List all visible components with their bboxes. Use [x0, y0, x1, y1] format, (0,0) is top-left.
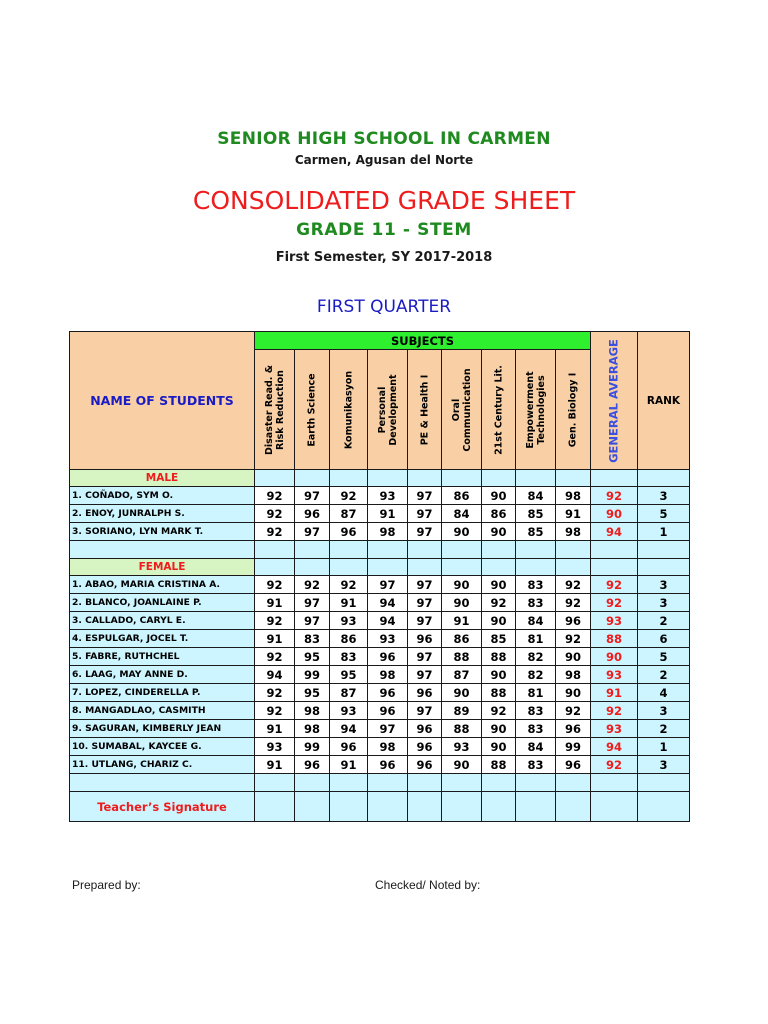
student-name: 7. LOPEZ, CINDERELLA P.: [70, 684, 255, 702]
grade-cell: 83: [516, 702, 556, 720]
empty-cell: [70, 541, 255, 559]
grade-cell: 94: [255, 666, 295, 684]
school-name: SENIOR HIGH SCHOOL IN CARMEN: [217, 129, 551, 149]
grade-cell: 88: [482, 684, 516, 702]
subject-label-line: PE & Health I: [419, 374, 430, 445]
student-name: 6. LAAG, MAY ANNE D.: [70, 666, 255, 684]
subject-label: [307, 373, 318, 446]
grade-cell: 92: [255, 576, 295, 594]
empty-cell: [442, 559, 482, 576]
grade-cell: 99: [295, 666, 330, 684]
signature-cell: [368, 792, 408, 822]
rank-cell: 3: [638, 594, 690, 612]
student-row: [70, 612, 690, 630]
student-row: [70, 738, 690, 756]
grade-cell: 88: [442, 648, 482, 666]
grade-cell: 97: [408, 505, 442, 523]
grade-cell: 96: [368, 648, 408, 666]
grade-cell: 92: [255, 684, 295, 702]
empty-cell: [442, 470, 482, 487]
empty-cell: [295, 541, 330, 559]
empty-cell: [516, 470, 556, 487]
semester: First Semester, SY 2017-2018: [275, 250, 493, 265]
empty-cell: [442, 774, 482, 792]
grade-cell: 99: [295, 738, 330, 756]
student-name: 1. ABAO, MARIA CRISTINA A.: [70, 576, 255, 594]
empty-cell: [482, 470, 516, 487]
grade-cell: 92: [556, 630, 591, 648]
grade-cell: 93: [368, 487, 408, 505]
grade-cell: 90: [482, 576, 516, 594]
grade-cell: 95: [295, 648, 330, 666]
grade-cell: 84: [516, 738, 556, 756]
grade-cell: 88: [482, 648, 516, 666]
student-row: [70, 630, 690, 648]
student-row: [70, 505, 690, 523]
empty-cell: [556, 559, 591, 576]
grade-cell: 98: [295, 720, 330, 738]
signature-cell: [556, 792, 591, 822]
grade-cell: 91: [368, 505, 408, 523]
grade-cell: 96: [295, 756, 330, 774]
empty-cell: [516, 541, 556, 559]
student-name: 2. BLANCO, JOANLAINE P.: [70, 594, 255, 612]
subject-header: [255, 350, 295, 470]
general-average-cell: 90: [591, 505, 638, 523]
grade-cell: 97: [408, 576, 442, 594]
signature-cell: [482, 792, 516, 822]
section-label: FEMALE: [70, 559, 255, 576]
empty-cell: [255, 774, 295, 792]
subject-label-line: Komunikasyon: [343, 370, 354, 449]
grade-cell: 96: [556, 720, 591, 738]
grade-cell: 86: [482, 505, 516, 523]
empty-cell: [330, 559, 368, 576]
section-label: MALE: [70, 470, 255, 487]
subject-label-line: Gen. Biology I: [567, 372, 579, 447]
general-average-label: GENERAL AVERAGE: [606, 338, 621, 463]
empty-cell: [408, 559, 442, 576]
grade-strand: GRADE 11 - STEM: [296, 220, 472, 240]
general-average-cell: 90: [591, 648, 638, 666]
student-name: 8. MANGADLAO, CASMITH: [70, 702, 255, 720]
empty-cell: [516, 559, 556, 576]
student-row: [70, 702, 690, 720]
subject-header: [482, 350, 516, 470]
subject-label: [568, 372, 579, 447]
empty-cell: [368, 774, 408, 792]
subject-label: [264, 364, 286, 454]
signature-cell: [442, 792, 482, 822]
subject-header: [330, 350, 368, 470]
grade-cell: 92: [330, 487, 368, 505]
grade-cell: 98: [295, 702, 330, 720]
grade-cell: 92: [295, 576, 330, 594]
empty-cell: [442, 541, 482, 559]
grade-cell: 86: [442, 487, 482, 505]
subject-label-line: Risk Reduction: [274, 369, 286, 450]
empty-cell: [368, 541, 408, 559]
rank-cell: 1: [638, 523, 690, 541]
student-name: 11. UTLANG, CHARIZ C.: [70, 756, 255, 774]
section-row: [70, 559, 690, 576]
grade-cell: 90: [482, 523, 516, 541]
signature-row: [70, 792, 690, 822]
empty-cell: [408, 470, 442, 487]
student-row: [70, 576, 690, 594]
grade-cell: 97: [368, 720, 408, 738]
rank-cell: 3: [638, 702, 690, 720]
checked-noted-by-label: Checked/ Noted by:: [375, 878, 481, 892]
general-average-cell: 91: [591, 684, 638, 702]
sheet-title: CONSOLIDATED GRADE SHEET: [192, 186, 576, 215]
subject-label: [451, 368, 473, 451]
grade-cell: 92: [255, 523, 295, 541]
general-average-cell: 92: [591, 756, 638, 774]
subject-label-line: Communication: [461, 367, 473, 452]
subject-label-line: Technologies: [535, 374, 547, 445]
rank-header: [638, 332, 690, 470]
grade-cell: 82: [516, 648, 556, 666]
grade-cell: 91: [255, 630, 295, 648]
student-name: 1. COÑADO, SYM O.: [70, 487, 255, 505]
subject-label: [493, 365, 504, 455]
subject-label: [377, 374, 399, 445]
empty-cell: [368, 470, 408, 487]
grade-cell: 94: [368, 612, 408, 630]
grade-cell: 97: [295, 523, 330, 541]
general-average-cell: 92: [591, 702, 638, 720]
signature-cell: [295, 792, 330, 822]
student-row: [70, 523, 690, 541]
signature-cell: [330, 792, 368, 822]
grade-cell: 91: [255, 720, 295, 738]
student-row: [70, 684, 690, 702]
empty-cell: [330, 541, 368, 559]
student-name: 3. CALLADO, CARYL E.: [70, 612, 255, 630]
grade-cell: 90: [442, 523, 482, 541]
grade-cell: 84: [442, 505, 482, 523]
general-average-cell: 94: [591, 738, 638, 756]
grade-cell: 90: [556, 648, 591, 666]
grade-cell: 96: [408, 756, 442, 774]
school-address: Carmen, Agusan del Norte: [294, 153, 474, 167]
grade-cell: 83: [516, 594, 556, 612]
grade-cell: 91: [330, 756, 368, 774]
grade-cell: 91: [330, 594, 368, 612]
general-average-cell: 93: [591, 666, 638, 684]
empty-cell: [408, 541, 442, 559]
teacher-signature-label: Teacher’s Signature: [70, 792, 255, 822]
rank-cell: 5: [638, 648, 690, 666]
grade-cell: 87: [330, 684, 368, 702]
subject-header: [442, 350, 482, 470]
empty-cell: [330, 470, 368, 487]
grade-cell: 97: [408, 666, 442, 684]
grade-cell: 92: [255, 648, 295, 666]
grade-cell: 93: [330, 612, 368, 630]
grade-cell: 87: [330, 505, 368, 523]
rank-cell: 4: [638, 684, 690, 702]
general-average-cell: 94: [591, 523, 638, 541]
rank-cell: 3: [638, 756, 690, 774]
blank-row: [70, 774, 690, 792]
grade-cell: 96: [368, 684, 408, 702]
grade-cell: 93: [368, 630, 408, 648]
rank-cell: 6: [638, 630, 690, 648]
empty-cell: [638, 559, 690, 576]
grade-cell: 96: [368, 756, 408, 774]
rank-cell: 2: [638, 666, 690, 684]
grade-cell: 87: [442, 666, 482, 684]
subject-label: [525, 371, 547, 448]
subject-label-line: Disaster Read. &: [263, 364, 275, 455]
grade-cell: 90: [482, 738, 516, 756]
student-name: 10. SUMABAL, KAYCEE G.: [70, 738, 255, 756]
subject-label: [343, 370, 354, 448]
empty-cell: [591, 559, 638, 576]
empty-cell: [638, 470, 690, 487]
empty-cell: [516, 774, 556, 792]
subjects-header: [255, 332, 591, 350]
student-row: [70, 487, 690, 505]
grade-cell: 97: [408, 594, 442, 612]
grade-cell: 90: [556, 684, 591, 702]
grade-cell: 90: [442, 684, 482, 702]
subject-header: [556, 350, 591, 470]
signature-cell: [516, 792, 556, 822]
empty-cell: [295, 559, 330, 576]
signature-cell: [255, 792, 295, 822]
grade-cell: 98: [556, 487, 591, 505]
empty-cell: [482, 559, 516, 576]
grade-cell: 83: [516, 720, 556, 738]
grade-cell: 90: [442, 756, 482, 774]
grade-cell: 96: [408, 720, 442, 738]
student-name: 2. ENOY, JUNRALPH S.: [70, 505, 255, 523]
empty-cell: [255, 541, 295, 559]
grade-cell: 83: [295, 630, 330, 648]
general-average-cell: 92: [591, 594, 638, 612]
grade-cell: 86: [442, 630, 482, 648]
subject-header: [295, 350, 330, 470]
grade-cell: 94: [330, 720, 368, 738]
empty-cell: [255, 559, 295, 576]
grade-cell: 96: [556, 612, 591, 630]
grade-cell: 85: [516, 523, 556, 541]
empty-cell: [482, 541, 516, 559]
student-row: [70, 666, 690, 684]
grade-cell: 89: [442, 702, 482, 720]
rank-cell: 1: [638, 738, 690, 756]
signature-cell: [638, 792, 690, 822]
grade-cell: 82: [516, 666, 556, 684]
prepared-by-label: Prepared by:: [72, 878, 141, 892]
signature-cell: [408, 792, 442, 822]
empty-cell: [638, 541, 690, 559]
subject-label-line: 21st Century Lit.: [493, 364, 504, 455]
grade-cell: 92: [255, 612, 295, 630]
grade-cell: 90: [482, 612, 516, 630]
grade-cell: 96: [556, 756, 591, 774]
grade-cell: 93: [442, 738, 482, 756]
subject-label-line: Empowerment: [524, 370, 536, 449]
grade-cell: 84: [516, 612, 556, 630]
subject-header: [408, 350, 442, 470]
rank-header-label: RANK: [646, 394, 681, 407]
grade-cell: 96: [330, 738, 368, 756]
grade-cell: 92: [556, 576, 591, 594]
grade-cell: 98: [368, 738, 408, 756]
empty-cell: [556, 470, 591, 487]
grade-cell: 81: [516, 630, 556, 648]
grade-cell: 91: [255, 594, 295, 612]
grade-cell: 91: [556, 505, 591, 523]
grade-cell: 90: [482, 720, 516, 738]
student-row: [70, 594, 690, 612]
grade-cell: 97: [295, 594, 330, 612]
general-average-cell: 93: [591, 720, 638, 738]
student-row: [70, 756, 690, 774]
subject-header: [368, 350, 408, 470]
grade-cell: 98: [556, 666, 591, 684]
signature-cell: [591, 792, 638, 822]
rank-cell: 5: [638, 505, 690, 523]
grade-cell: 85: [516, 505, 556, 523]
student-row: [70, 648, 690, 666]
grade-cell: 98: [368, 666, 408, 684]
grade-cell: 92: [255, 702, 295, 720]
name-header-label: NAME OF STUDENTS: [90, 393, 234, 408]
subject-label: [419, 374, 430, 445]
empty-cell: [591, 470, 638, 487]
subject-label-line: Oral: [450, 398, 462, 421]
general-average-cell: 92: [591, 576, 638, 594]
grade-cell: 96: [408, 738, 442, 756]
name-column-header: [70, 332, 255, 470]
grade-cell: 96: [408, 684, 442, 702]
subject-label-line: Development: [387, 373, 399, 446]
empty-cell: [295, 470, 330, 487]
rank-cell: 2: [638, 720, 690, 738]
rank-cell: 3: [638, 487, 690, 505]
grade-table: [69, 331, 690, 822]
grade-cell: 90: [442, 594, 482, 612]
grade-cell: 96: [295, 505, 330, 523]
grade-cell: 92: [556, 702, 591, 720]
grade-cell: 92: [482, 594, 516, 612]
general-average-cell: 93: [591, 612, 638, 630]
empty-cell: [255, 470, 295, 487]
general-average-header: [591, 332, 638, 470]
grade-cell: 91: [442, 612, 482, 630]
grade-cell: 92: [255, 505, 295, 523]
grade-cell: 97: [408, 648, 442, 666]
quarter-label: FIRST QUARTER: [316, 297, 452, 317]
grade-cell: 94: [368, 594, 408, 612]
grade-cell: 96: [330, 523, 368, 541]
grade-cell: 95: [295, 684, 330, 702]
blank-row: [70, 541, 690, 559]
grade-cell: 86: [330, 630, 368, 648]
empty-cell: [295, 774, 330, 792]
grade-cell: 97: [295, 487, 330, 505]
rank-cell: 2: [638, 612, 690, 630]
grade-cell: 96: [368, 702, 408, 720]
grade-cell: 98: [368, 523, 408, 541]
grade-cell: 85: [482, 630, 516, 648]
grade-cell: 90: [482, 487, 516, 505]
grade-cell: 88: [442, 720, 482, 738]
grade-cell: 92: [255, 487, 295, 505]
grade-cell: 88: [482, 756, 516, 774]
grade-cell: 92: [482, 702, 516, 720]
subjects-header-label: SUBJECTS: [390, 333, 455, 348]
empty-cell: [556, 774, 591, 792]
grade-cell: 97: [408, 487, 442, 505]
student-name: 3. SORIANO, LYN MARK T.: [70, 523, 255, 541]
grade-cell: 97: [368, 576, 408, 594]
subject-label-line: Earth Science: [306, 372, 318, 447]
grade-cell: 92: [556, 594, 591, 612]
general-average-cell: 88: [591, 630, 638, 648]
grade-cell: 97: [408, 612, 442, 630]
grade-cell: 83: [516, 576, 556, 594]
empty-cell: [368, 559, 408, 576]
grade-cell: 93: [330, 702, 368, 720]
empty-cell: [330, 774, 368, 792]
empty-cell: [482, 774, 516, 792]
rank-cell: 3: [638, 576, 690, 594]
student-name: 5. FABRE, RUTHCHEL: [70, 648, 255, 666]
grade-cell: 93: [255, 738, 295, 756]
empty-cell: [556, 541, 591, 559]
grade-cell: 97: [408, 702, 442, 720]
empty-cell: [70, 774, 255, 792]
grade-cell: 83: [516, 756, 556, 774]
empty-cell: [591, 541, 638, 559]
student-name: 4. ESPULGAR, JOCEL T.: [70, 630, 255, 648]
grade-cell: 91: [255, 756, 295, 774]
grade-cell: 96: [408, 630, 442, 648]
grade-cell: 97: [295, 612, 330, 630]
grade-cell: 99: [556, 738, 591, 756]
grade-cell: 84: [516, 487, 556, 505]
subject-label-line: Personal: [376, 386, 388, 433]
grade-cell: 90: [442, 576, 482, 594]
grade-cell: 98: [556, 523, 591, 541]
grade-cell: 95: [330, 666, 368, 684]
section-row: [70, 470, 690, 487]
student-name: 9. SAGURAN, KIMBERLY JEAN: [70, 720, 255, 738]
grade-cell: 83: [330, 648, 368, 666]
grade-cell: 92: [330, 576, 368, 594]
student-row: [70, 720, 690, 738]
subject-header: [516, 350, 556, 470]
grade-cell: 97: [408, 523, 442, 541]
grade-cell: 81: [516, 684, 556, 702]
grade-cell: 90: [482, 666, 516, 684]
empty-cell: [638, 774, 690, 792]
general-average-cell: 92: [591, 487, 638, 505]
empty-cell: [408, 774, 442, 792]
empty-cell: [591, 774, 638, 792]
